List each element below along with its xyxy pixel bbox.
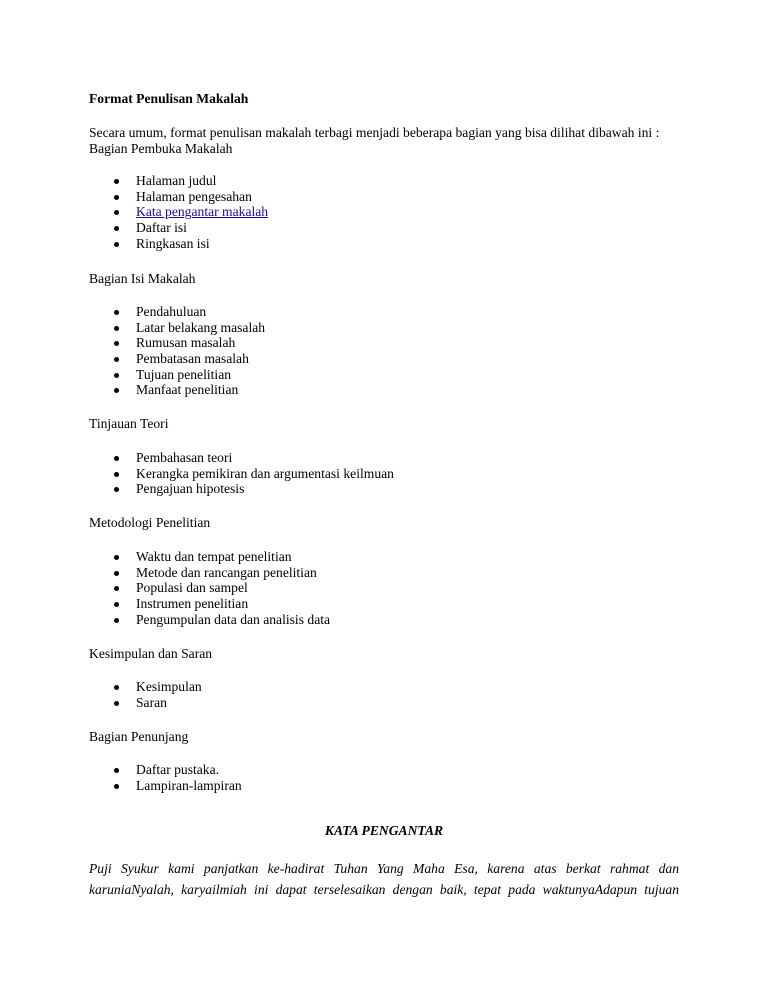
list-item: Rumusan masalah (89, 335, 265, 351)
list-item: Lampiran-lampiran (89, 778, 242, 794)
list-tinjauan-teori (89, 450, 394, 497)
list-kesimpulan (89, 679, 202, 710)
section-heading: Bagian Penunjang (89, 729, 189, 744)
kata-pengantar-link[interactable]: Kata pengantar makalah (136, 204, 269, 220)
list-item: Instrumen penelitian (89, 596, 330, 612)
list-item: Halaman judul (89, 173, 268, 189)
list-item: Metode dan rancangan penelitian (89, 565, 330, 581)
list-item: Waktu dan tempat penelitian (89, 549, 330, 565)
list-item: Latar belakang masalah (89, 320, 265, 336)
section-heading: Kesimpulan dan Saran (89, 646, 213, 661)
list-penunjang (89, 762, 242, 793)
list-item: Tujuan penelitian (89, 367, 265, 383)
list-item: Kerangka pemikiran dan argumentasi keilmuan (89, 466, 394, 482)
list-item: Manfaat penelitian (89, 382, 265, 398)
list-metodologi (89, 549, 330, 627)
list-bagian-pembuka (89, 173, 268, 251)
list-item: Pembatasan masalah (89, 351, 265, 367)
list-item: Pengajuan hipotesis (89, 481, 394, 497)
paragraph-line-2: karuniaNyalah, karyailmiah ini dapat terselesaikan dengan baik, tepat pada waktunyaAdapun tujuan (89, 882, 679, 897)
list-item: Populasi dan sampel (89, 580, 330, 596)
kata-pengantar-heading: KATA PENGANTAR (324, 823, 444, 838)
list-item: Halaman pengesahan (89, 189, 268, 205)
list-item: Ringkasan isi (89, 236, 268, 252)
list-item: Daftar pustaka. (89, 762, 242, 778)
section-heading: Metodologi Penelitian (89, 515, 211, 530)
list-item: Pendahuluan (89, 304, 265, 320)
paragraph-line-1: Puji Syukur kami panjatkan ke-hadirat Tuhan Yang Maha Esa, karena atas berkat rahmat dan (89, 861, 679, 876)
list-item (89, 204, 268, 220)
intro-line-1: Secara umum, format penulisan makalah terbagi menjadi beberapa bagian yang bisa dilihat dibawah ini : (89, 125, 660, 140)
kata-pengantar-paragraph (89, 858, 679, 900)
intro-line-2: Bagian Pembuka Makalah (89, 141, 233, 156)
list-item: Saran (89, 695, 202, 711)
list-bagian-isi (89, 304, 265, 398)
section-heading: Tinjauan Teori (89, 416, 169, 431)
list-item: Kesimpulan (89, 679, 202, 695)
list-item: Daftar isi (89, 220, 268, 236)
document-title: Format Penulisan Makalah (89, 91, 249, 106)
list-item: Pengumpulan data dan analisis data (89, 612, 330, 628)
list-item: Pembahasan teori (89, 450, 394, 466)
section-heading: Bagian Isi Makalah (89, 271, 196, 286)
intro-text (89, 125, 659, 157)
